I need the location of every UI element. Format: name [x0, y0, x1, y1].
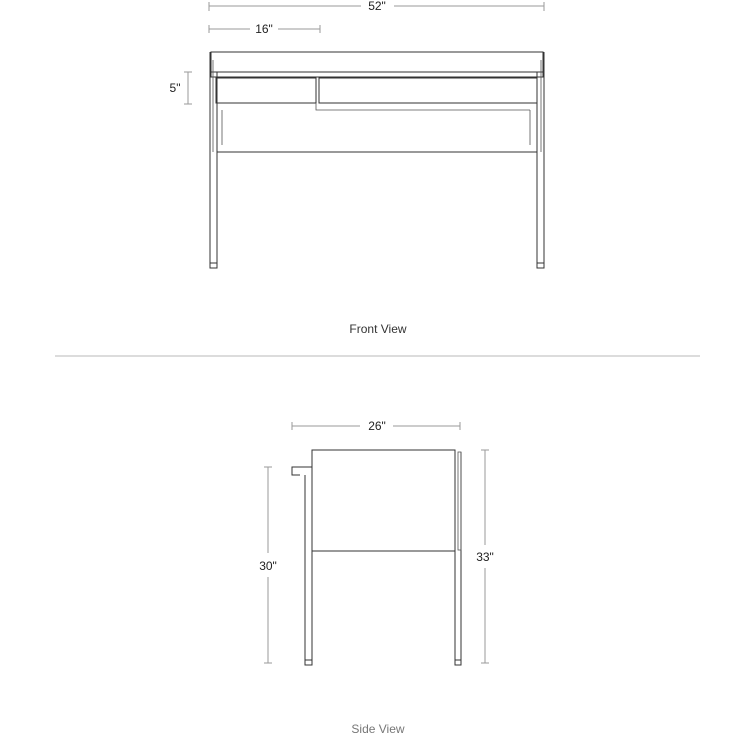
front-foot — [305, 660, 312, 665]
right-drawer — [319, 78, 537, 103]
dimension-overall-height — [476, 450, 494, 663]
right-foot — [537, 263, 544, 268]
side-panel — [312, 450, 455, 551]
dimension-drawer-height — [170, 72, 192, 104]
left-foot — [210, 263, 217, 268]
drawer-width-label: 16" — [255, 22, 273, 36]
drawer-rail — [316, 103, 530, 110]
desk-top-shelf — [211, 52, 543, 72]
front-view-label: Front View — [349, 322, 407, 336]
dimension-overall-width — [209, 0, 544, 13]
overall-height-label: 33" — [476, 550, 494, 564]
side-view — [259, 419, 494, 736]
back-foot — [455, 660, 461, 665]
dimension-drawer-width — [209, 22, 320, 36]
desk-front — [210, 52, 544, 268]
desk-side — [292, 450, 461, 665]
overall-width-label: 52" — [368, 0, 386, 13]
dimension-desk-height — [259, 467, 277, 663]
desk-height-label: 30" — [259, 559, 277, 573]
left-drawer — [216, 78, 316, 103]
desk-worktop — [211, 72, 543, 77]
drawer-pull — [292, 467, 312, 475]
front-view — [170, 0, 544, 336]
dimension-depth — [292, 419, 460, 433]
depth-label: 26" — [368, 419, 386, 433]
side-view-label: Side View — [351, 722, 405, 736]
drawer-height-label: 5" — [169, 81, 181, 95]
